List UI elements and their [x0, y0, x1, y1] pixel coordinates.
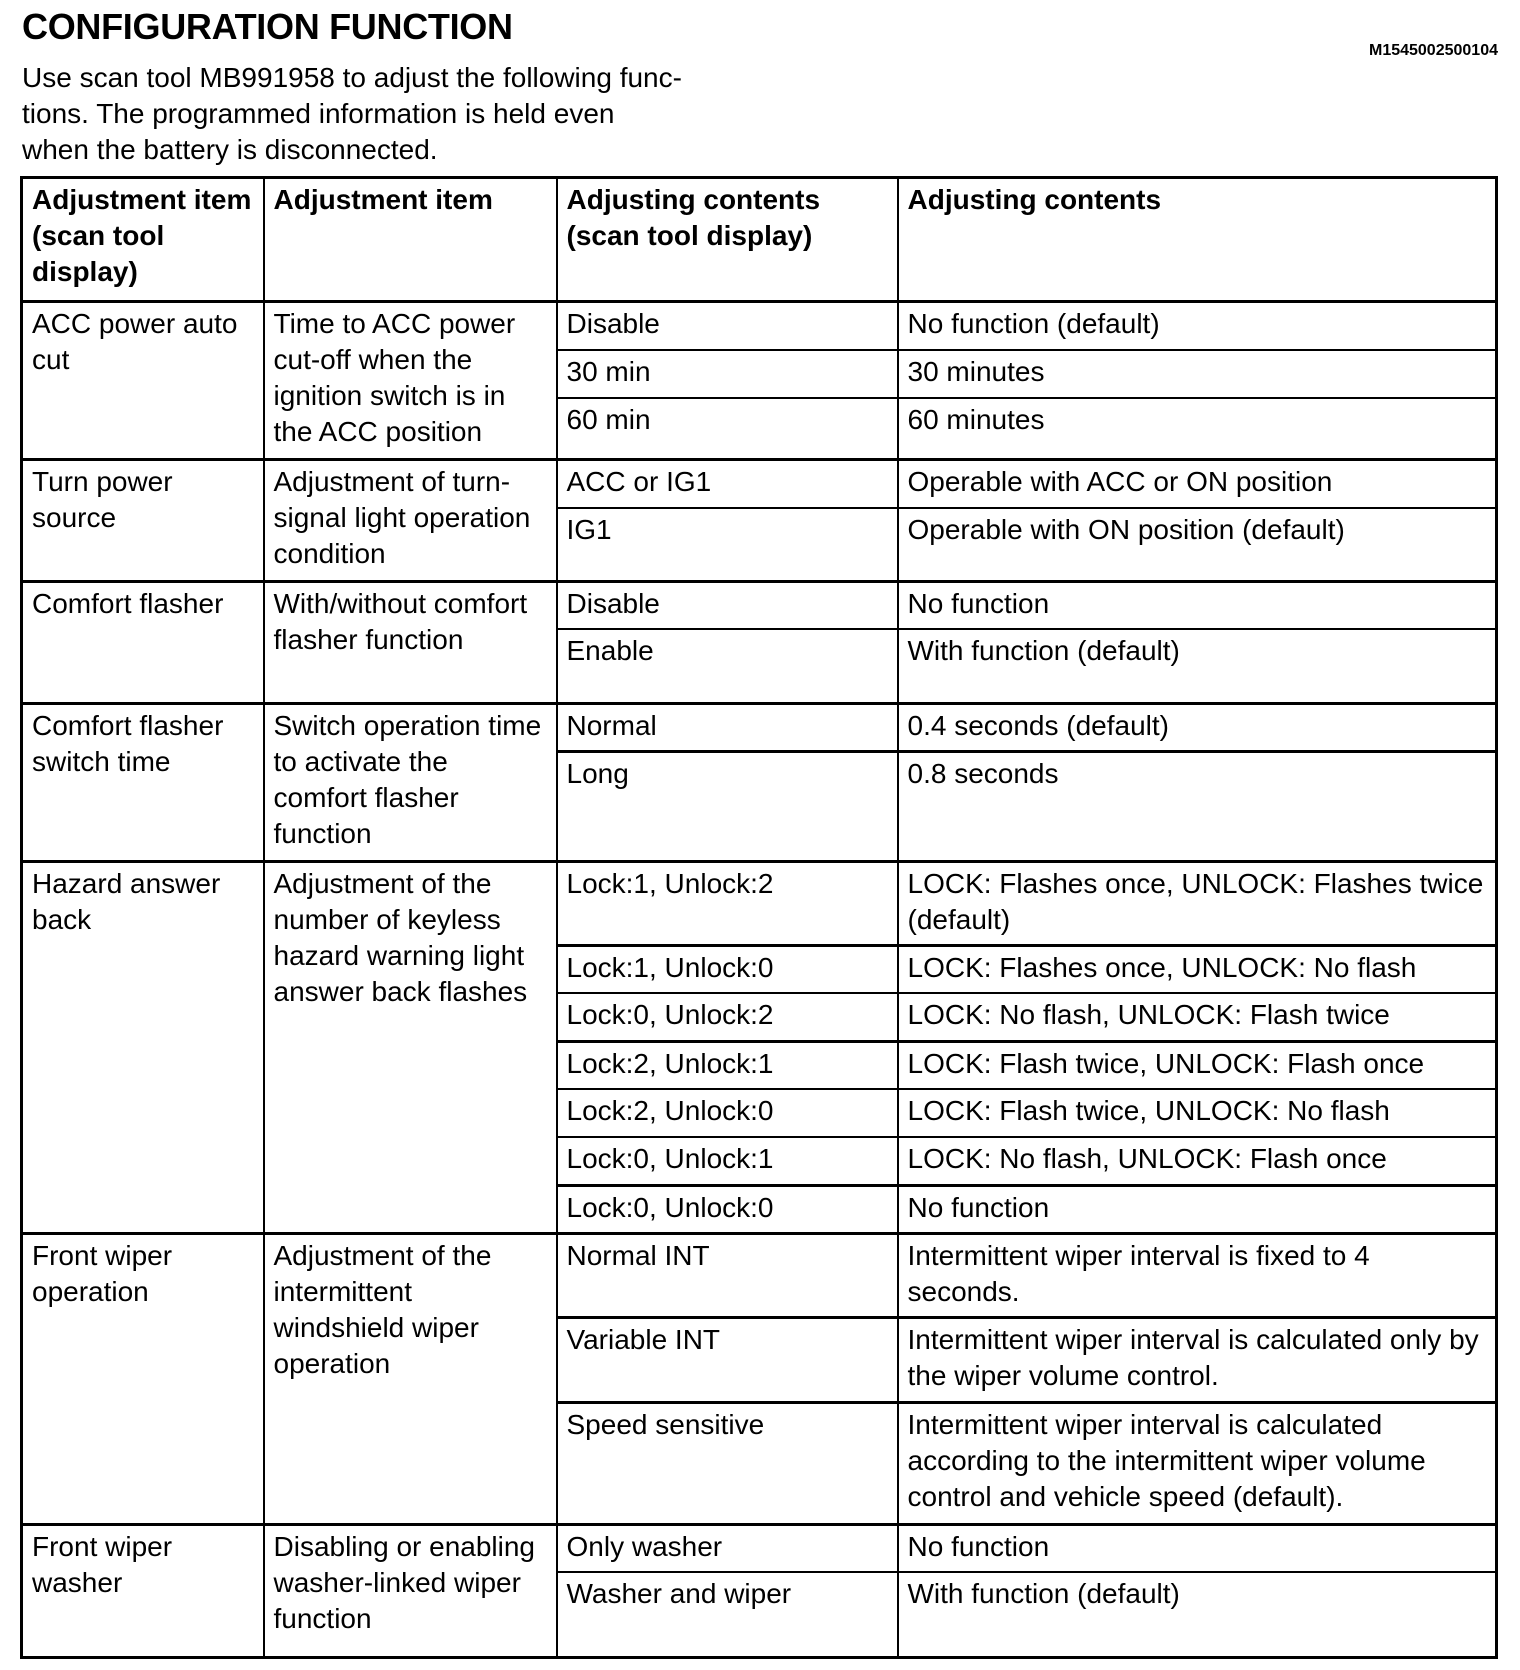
table-row [22, 1524, 1497, 1572]
cell-adjusting-contents-scan: Normal INT [557, 1233, 898, 1317]
cell-adjusting-contents: 60 minutes [898, 398, 1497, 460]
cell-adjusting-contents: No function (default) [898, 302, 1497, 350]
cell-adjusting-contents-scan: Only washer [557, 1524, 898, 1572]
cell-adjustment-item-scan: Comfort flasher [22, 582, 264, 704]
cell-adjustment-item: Disabling or enabling washer-linked wiper function [264, 1524, 557, 1657]
header-adjustment-item: Adjustment item [264, 178, 557, 302]
cell-adjusting-contents-scan: Lock:0, Unlock:1 [557, 1137, 898, 1185]
configuration-table [20, 176, 1498, 1659]
table-row [22, 703, 1497, 751]
cell-adjusting-contents: LOCK: No flash, UNLOCK: Flash twice [898, 993, 1497, 1041]
cell-adjusting-contents-scan: 60 min [557, 398, 898, 460]
cell-adjusting-contents-scan: Washer and wiper [557, 1572, 898, 1657]
cell-adjustment-item: Adjustment of turn-signal light operation condition [264, 460, 557, 582]
cell-adjusting-contents-scan: Disable [557, 302, 898, 350]
table-row [22, 861, 1497, 945]
cell-adjusting-contents-scan: 30 min [557, 350, 898, 398]
cell-adjusting-contents: 30 minutes [898, 350, 1497, 398]
cell-adjusting-contents: LOCK: Flashes once, UNLOCK: Flashes twice (default) [898, 861, 1497, 945]
cell-adjusting-contents: No function [898, 582, 1497, 630]
document-code: M1545002500104 [1368, 42, 1498, 59]
intro-line: Use scan tool MB991958 to adjust the following func- [22, 62, 682, 93]
cell-adjusting-contents-scan: Lock:2, Unlock:1 [557, 1041, 898, 1089]
header-adjusting-contents-scan: Adjusting contents (scan tool display) [557, 178, 898, 302]
table-row [22, 1233, 1497, 1317]
cell-adjusting-contents: 0.4 seconds (default) [898, 703, 1497, 751]
cell-adjusting-contents: Intermittent wiper interval is fixed to 4 seconds. [898, 1233, 1497, 1317]
cell-adjusting-contents: No function [898, 1185, 1497, 1233]
cell-adjustment-item-scan: Comfort flasher switch time [22, 703, 264, 861]
cell-adjusting-contents-scan: Enable [557, 629, 898, 703]
cell-adjusting-contents-scan: IG1 [557, 508, 898, 582]
cell-adjustment-item-scan: ACC power auto cut [22, 302, 264, 460]
table-row [22, 302, 1497, 350]
cell-adjusting-contents-scan: Lock:0, Unlock:0 [557, 1185, 898, 1233]
cell-adjustment-item-scan: Hazard answer back [22, 861, 264, 1233]
cell-adjusting-contents-scan: Lock:2, Unlock:0 [557, 1089, 898, 1137]
cell-adjusting-contents: With function (default) [898, 629, 1497, 703]
page-title: CONFIGURATION FUNCTION [22, 6, 513, 47]
cell-adjusting-contents-scan: ACC or IG1 [557, 460, 898, 508]
cell-adjustment-item: Adjustment of the intermittent windshield wiper operation [264, 1233, 557, 1524]
table-row [22, 460, 1497, 508]
cell-adjustment-item-scan: Front wiper operation [22, 1233, 264, 1524]
cell-adjusting-contents: Intermittent wiper interval is calculated according to the intermittent wiper volume control and vehicle speed (default). [898, 1402, 1497, 1524]
cell-adjusting-contents: LOCK: No flash, UNLOCK: Flash once [898, 1137, 1497, 1185]
cell-adjusting-contents: LOCK: Flash twice, UNLOCK: Flash once [898, 1041, 1497, 1089]
table-header [22, 178, 1497, 302]
cell-adjusting-contents-scan: Normal [557, 703, 898, 751]
cell-adjusting-contents: With function (default) [898, 1572, 1497, 1657]
intro-line: when the battery is disconnected. [22, 134, 438, 165]
cell-adjustment-item-scan: Turn power source [22, 460, 264, 582]
intro-paragraph [22, 60, 782, 168]
table-body [22, 302, 1497, 1658]
cell-adjustment-item: Time to ACC power cut-off when the ignition switch is in the ACC position [264, 302, 557, 460]
header-adjustment-item-scan: Adjustment item (scan tool display) [22, 178, 264, 302]
cell-adjusting-contents: No function [898, 1524, 1497, 1572]
table-row [22, 582, 1497, 630]
cell-adjusting-contents-scan: Lock:1, Unlock:0 [557, 945, 898, 993]
cell-adjusting-contents-scan: Lock:1, Unlock:2 [557, 861, 898, 945]
cell-adjusting-contents: Operable with ACC or ON position [898, 460, 1497, 508]
cell-adjusting-contents: LOCK: Flash twice, UNLOCK: No flash [898, 1089, 1497, 1137]
cell-adjusting-contents: LOCK: Flashes once, UNLOCK: No flash [898, 945, 1497, 993]
cell-adjusting-contents-scan: Disable [557, 582, 898, 630]
intro-line: tions. The programmed information is held even [22, 98, 615, 129]
cell-adjustment-item: Adjustment of the number of keyless hazard warning light answer back flashes [264, 861, 557, 1233]
cell-adjustment-item-scan: Front wiper washer [22, 1524, 264, 1657]
cell-adjusting-contents: Intermittent wiper interval is calculated only by the wiper volume control. [898, 1317, 1497, 1402]
cell-adjusting-contents-scan: Variable INT [557, 1317, 898, 1402]
cell-adjusting-contents: Operable with ON position (default) [898, 508, 1497, 582]
cell-adjustment-item: Switch operation time to activate the comfort flasher function [264, 703, 557, 861]
cell-adjusting-contents: 0.8 seconds [898, 751, 1497, 861]
cell-adjusting-contents-scan: Speed sensitive [557, 1402, 898, 1524]
cell-adjusting-contents-scan: Long [557, 751, 898, 861]
cell-adjusting-contents-scan: Lock:0, Unlock:2 [557, 993, 898, 1041]
header-adjusting-contents: Adjusting contents [898, 178, 1497, 302]
header-row [22, 178, 1497, 302]
cell-adjustment-item: With/without comfort flasher function [264, 582, 557, 704]
